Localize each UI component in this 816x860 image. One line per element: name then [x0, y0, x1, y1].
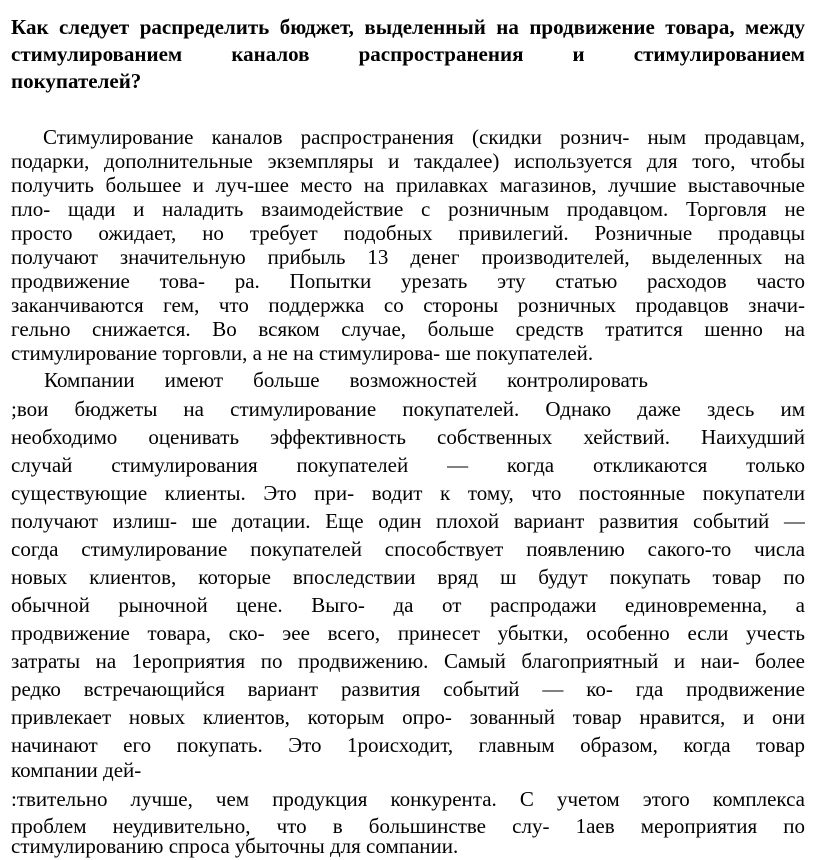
paragraph-line: стимулирование торговли, а не на стимулирова- ше покупателей.	[11, 341, 594, 365]
heading-line: покупателей?	[11, 69, 142, 93]
paragraph-line: подарки, дополнительные экземпляры и такдалее) используется для того, чтобы	[11, 149, 805, 173]
paragraph-line: проблем неудивительно, что в большинстве слу- 1аев мероприятия по	[11, 814, 805, 838]
paragraph-line: получают излиш- ше дотации. Еще один плохой вариант развития событий —	[11, 509, 805, 533]
paragraph-line: Стимулирование каналов распространения (скидки рознич- ным продавцам,	[43, 125, 805, 149]
paragraph-line: пло- щади и наладить взаимодействие с розничным продавцом. Торговля не	[11, 197, 805, 221]
paragraph-line: случай стимулирования покупателей — когда откликаются только	[11, 453, 805, 477]
paragraph-line: продвижение това- ра. Попытки урезать эту статью расходов часто	[11, 269, 805, 293]
paragraph-line: согда стимулирование покупателей способствует появлению сакого-то числа	[11, 537, 805, 561]
paragraph-line: Компании имеют больше возможностей контролировать	[44, 368, 648, 392]
paragraph-line: просто ожидает, но требует подобных привилегий. Розничные продавцы	[11, 221, 805, 245]
question-heading	[11, 14, 805, 95]
paragraph-line: ;вои бюджеты на стимулирование покупателей. Однако даже здесь им	[11, 397, 805, 421]
paragraph-line: стимулированию спроса убыточны для сомпании.	[11, 834, 459, 858]
paragraph-line: начинают его покупать. Это 1роисходит, главным образом, когда товар	[11, 733, 805, 757]
paragraph-line: привлекает новых клиентов, которым опро- зованный товар нравится, и они	[11, 705, 805, 729]
paragraph-line: :твительно лучше, чем продукция конкурента. С учетом этого комплекса	[11, 787, 805, 811]
paragraph-line: обычной рыночной цене. Выго- да от распродажи единовременна, а	[11, 593, 805, 617]
paragraph-line: получить большее и луч-шее место на прилавках магазинов, лучшие выставочные	[11, 173, 805, 197]
paragraph-line: продвижение товара, ско- эее всего, принесет убытки, особенно если учесть	[11, 621, 805, 645]
paragraph-line: существующие клиенты. Это при- водит к тому, что постоянные покупатели	[11, 481, 805, 505]
paragraph-line: компании дей-	[11, 758, 142, 782]
paragraph-line: затраты на 1ероприятия по продвижению. Самый благоприятный и наи- более	[11, 649, 805, 673]
paragraph-line: необходимо оценивать эффективность собственных хействий. Наихудший	[11, 425, 805, 449]
heading-line: Как следует распределить бюджет, выделенный на продвижение товара, между	[11, 15, 805, 39]
paragraph-line: заканчиваются гем, что поддержка со стороны розничных продавцов значи-	[11, 293, 805, 317]
heading-line: стимулированием каналов распространения и стимулированием	[11, 42, 805, 66]
paragraph-line: редко встречающийся вариант развития событий — ко- гда продвижение	[11, 677, 805, 701]
paragraph-line: получают значительную прибыль 13 денег производителей, выделенных на	[11, 245, 805, 269]
paragraph-line: новых клиентов, которые впоследствии вряд ш будут покупать товар по	[11, 565, 805, 589]
paragraph-line: гельно снижается. Во всяком случае, больше средств тратится шенно на	[11, 317, 805, 341]
